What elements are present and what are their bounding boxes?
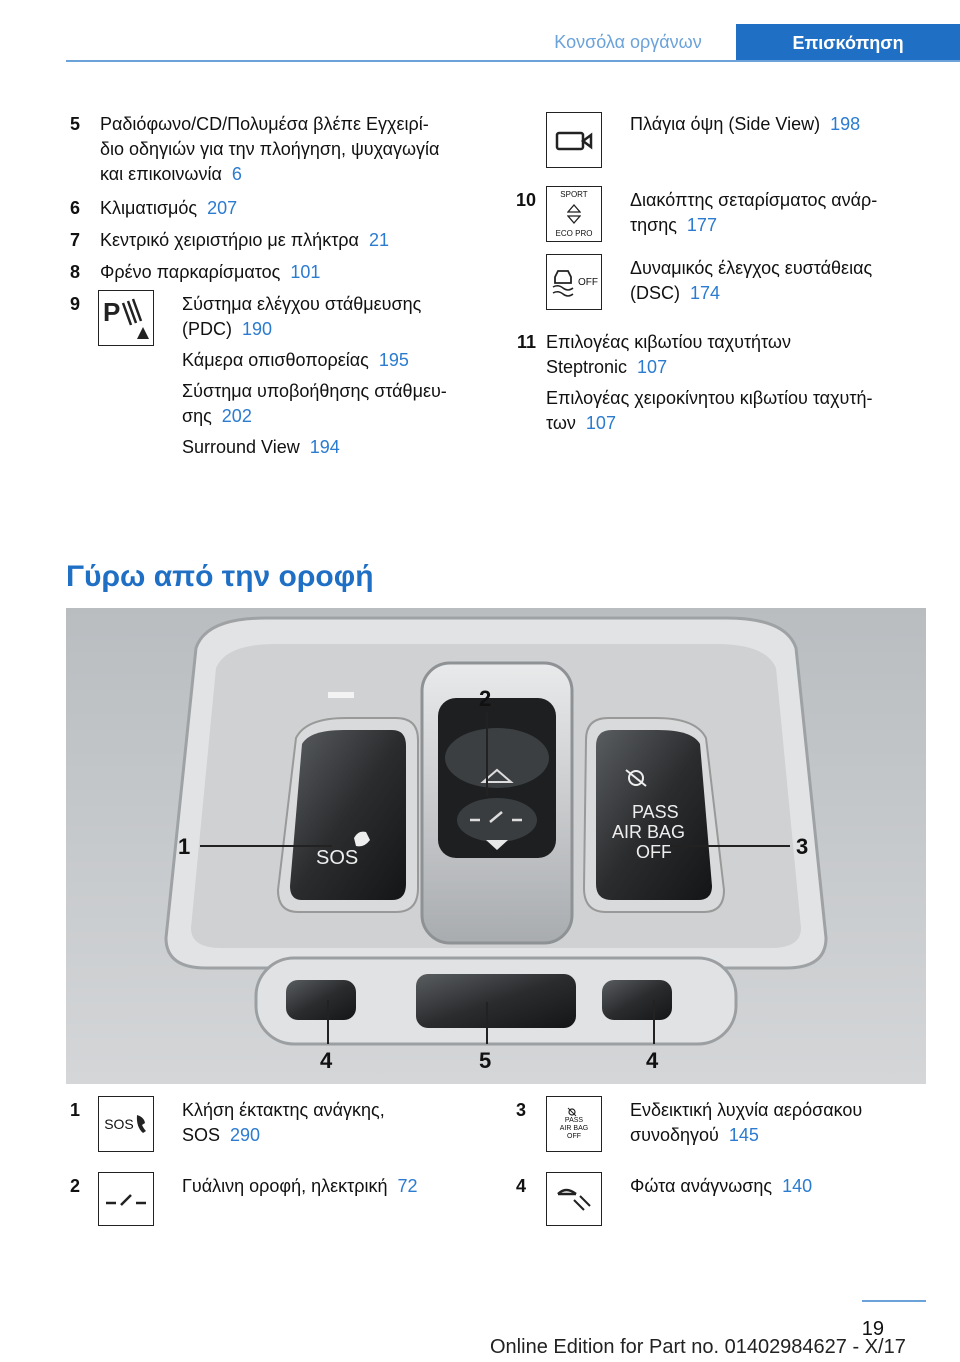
page-link[interactable]: 177 [686,215,717,235]
dsc-off-icon: OFF [546,254,602,310]
page-link[interactable]: 290 [230,1125,261,1145]
page-link[interactable]: 194 [309,437,340,457]
svg-text:P: P [103,297,121,327]
page-link[interactable]: 198 [830,114,861,134]
callout-3: 3 [796,834,809,859]
overhead-console-photo [66,608,926,1084]
callout-1: 1 [178,834,191,859]
header-rule [66,60,960,62]
edition-text: Online Edition for Part no. 01402984627 - X/17 [490,1336,906,1358]
page-link[interactable]: 174 [690,283,721,303]
sos-phone-icon: SOS [98,1096,154,1152]
sos-label: SOS [316,847,359,869]
page-link[interactable]: 107 [637,357,668,377]
callout-4-right: 4 [646,1048,659,1073]
callout-5: 5 [479,1048,492,1073]
page-link[interactable]: 202 [221,406,252,426]
footer-rule [862,1300,926,1302]
page-link[interactable]: 101 [290,262,321,282]
sport-ecopro-icon: SPORT ECO PRO [546,186,602,242]
page-link[interactable]: 6 [231,164,242,184]
callout-4-left: 4 [320,1048,333,1073]
svg-text:PASS: PASS [632,802,679,822]
reading-light-icon [546,1172,602,1226]
page-link[interactable]: 72 [397,1176,418,1196]
page-link[interactable]: 190 [242,319,273,339]
page-link[interactable]: 107 [585,413,616,433]
svg-text:AIR BAG: AIR BAG [612,822,686,842]
tab-instrument-console[interactable]: Κονσόλα οργάνων [554,32,702,52]
page-number: 19 [861,1318,884,1340]
page-link[interactable]: 140 [782,1176,813,1196]
page-link[interactable]: 195 [378,350,409,370]
glass-roof-icon [98,1172,154,1226]
svg-text:OFF: OFF [636,842,672,862]
tab-overview[interactable]: Επισκόπηση [736,24,960,62]
side-view-camera-icon [546,112,602,168]
page-link[interactable]: 21 [368,230,389,250]
section-title: Γύρω από την οροφή [66,560,374,593]
callout-2: 2 [479,686,492,711]
airbag-indicator-icon: PASS AIR BAG OFF [546,1096,602,1152]
page-link[interactable]: 207 [207,198,238,218]
pdc-icon [98,290,154,346]
page-link[interactable]: 145 [728,1125,759,1145]
